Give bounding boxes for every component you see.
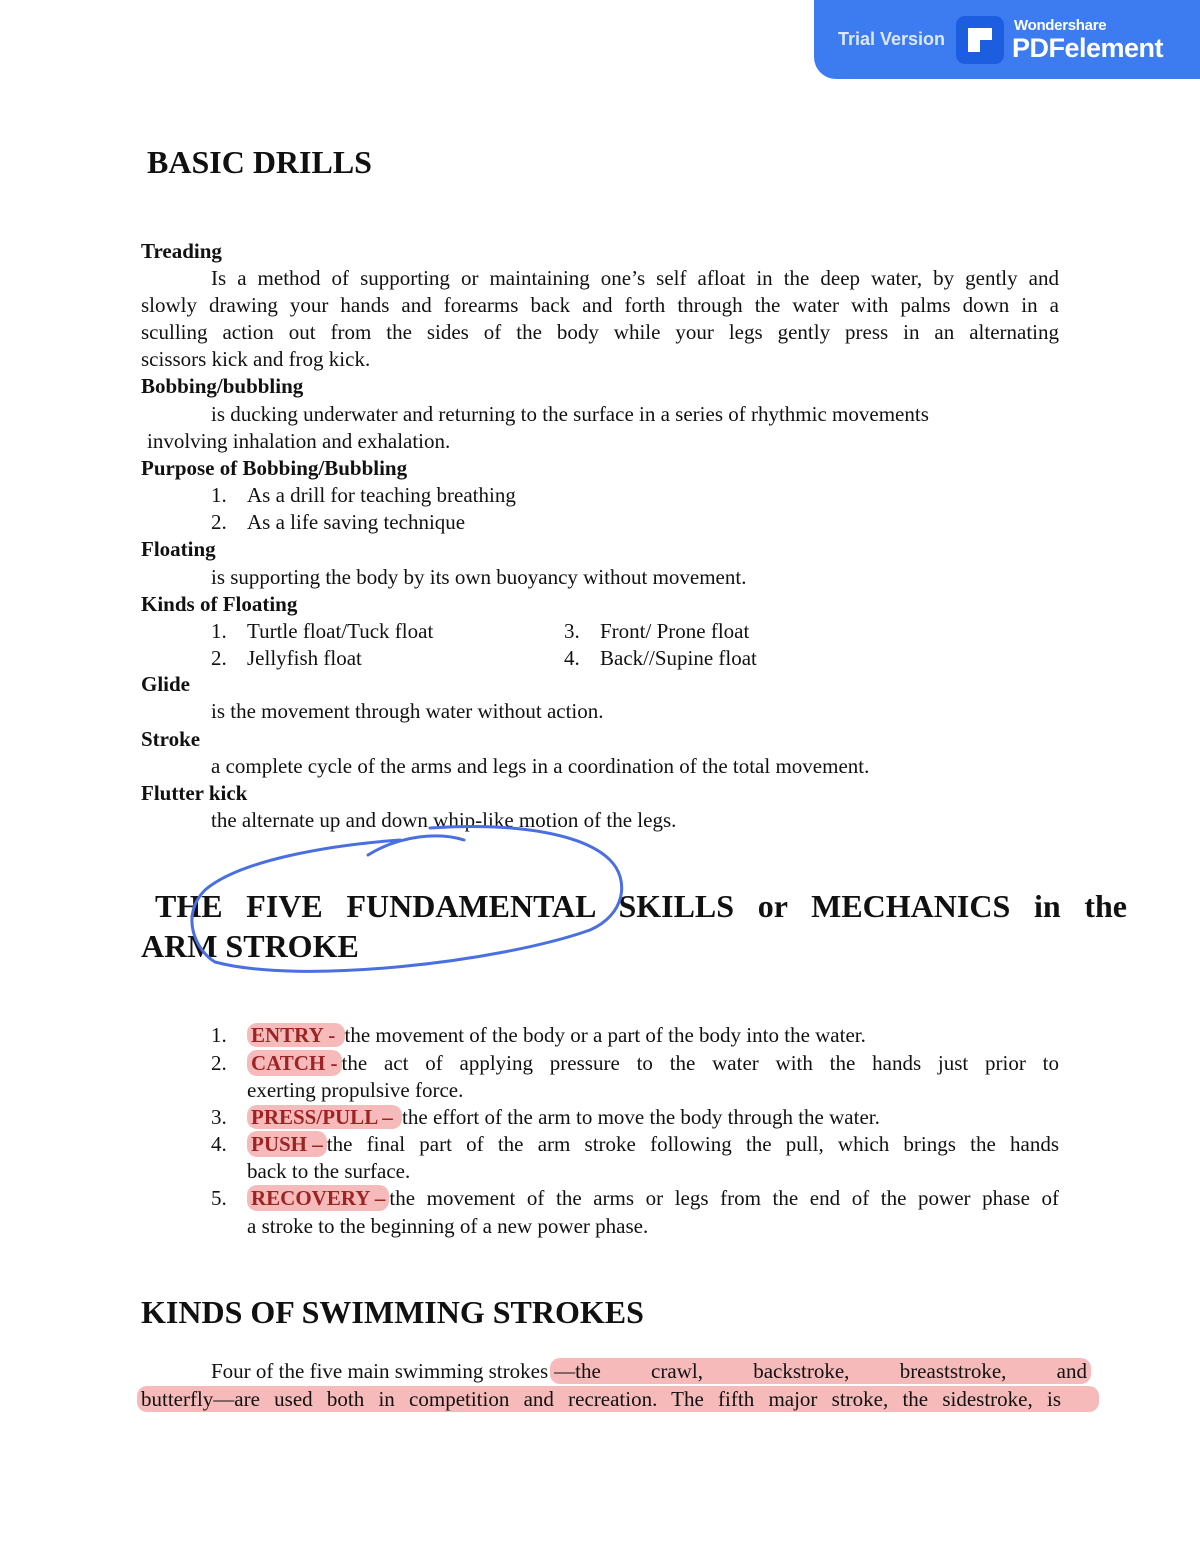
list-item: 3. Front/ Prone float <box>564 619 750 643</box>
list-item: 4. Back//Supine float <box>564 646 757 670</box>
heading-flutter-kick: Flutter kick <box>141 781 248 805</box>
heading-treading: Treading <box>141 239 222 263</box>
brand-name: PDFelement <box>1012 33 1164 63</box>
highlight-term: PUSH – <box>247 1131 327 1157</box>
list-item: 5. RECOVERY – the movement of the arms or legs from the end of the power phase of <box>211 1186 1059 1210</box>
list-item: 2. Jellyfish float <box>211 646 362 670</box>
heading-glide: Glide <box>141 672 191 696</box>
heading-purpose: Purpose of Bobbing/Bubbling <box>141 456 408 480</box>
treading-line-4: scissors kick and frog kick. <box>141 347 371 371</box>
heading-bobbing: Bobbing/bubbling <box>141 374 304 398</box>
highlight-strokes-list: —the crawl, backstroke, breaststroke, and <box>550 1358 1091 1384</box>
list-item-continuation: a stroke to the beginning of a new power phase. <box>247 1214 649 1238</box>
glide-line-1: is the movement through water without action. <box>211 699 604 723</box>
heading-kinds-floating: Kinds of Floating <box>141 592 298 616</box>
list-item: 2. CATCH - the act of applying pressure to the water with the hands just prior to <box>211 1051 1059 1075</box>
bobbing-line-2: involving inhalation and exhalation. <box>147 429 451 453</box>
title-basic-drills: BASIC DRILLS <box>147 144 372 180</box>
pdfelement-logo-icon <box>956 16 1004 64</box>
heading-stroke: Stroke <box>141 727 201 751</box>
list-item: 1. Turtle float/Tuck float <box>211 619 434 643</box>
list-item: 1. As a drill for teaching breathing <box>211 483 516 507</box>
highlight-term: PRESS/PULL – <box>247 1105 402 1129</box>
title-kinds-strokes: KINDS OF SWIMMING STROKES <box>141 1294 644 1330</box>
stroke-line-1: a complete cycle of the arms and legs in a coordination of the total movement. <box>211 754 870 778</box>
list-item: 3. PRESS/PULL – the effort of the arm to move the body through the water. <box>211 1105 880 1129</box>
heading-floating: Floating <box>141 537 216 561</box>
treading-line-1: Is a method of supporting or maintaining one’s self afloat in the deep water, by gently and <box>211 266 1059 290</box>
kinds-para-line-2: butterfly—are used both in competition and recreation. The fifth major stroke, the sidestroke, is <box>137 1386 1099 1412</box>
kinds-para-line-1: Four of the five main swimming strokes —the crawl, backstroke, breaststroke, and <box>211 1358 1091 1384</box>
brand-company: Wondershare <box>1014 17 1107 34</box>
flutter-line-1: the alternate up and down whip-like motion of the legs. <box>211 808 677 832</box>
treading-line-2: slowly drawing your hands and forearms back and forth through the water with palms down in a <box>141 293 1059 317</box>
bobbing-line-1: is ducking underwater and returning to the surface in a series of rhythmic movements <box>211 402 929 426</box>
highlight-term: ENTRY - <box>247 1023 345 1047</box>
highlight-term: CATCH - <box>247 1050 342 1076</box>
trial-watermark-badge <box>814 0 1200 79</box>
treading-line-3: sculling action out from the sides of the body while your legs gently press in an alternating <box>141 320 1059 344</box>
highlight-term: RECOVERY – <box>247 1185 389 1211</box>
list-item-continuation: exerting propulsive force. <box>247 1078 464 1102</box>
list-item: 2. As a life saving technique <box>211 510 466 534</box>
list-item-continuation: back to the surface. <box>247 1159 411 1183</box>
floating-line-1: is supporting the body by its own buoyancy without movement. <box>211 565 747 589</box>
title-five-skills-line-2: ARM STROKE <box>141 928 359 964</box>
list-item: 4. PUSH – the final part of the arm stroke following the pull, which brings the hands <box>211 1132 1059 1156</box>
list-item: 1. ENTRY - the movement of the body or a part of the body into the water. <box>211 1023 866 1047</box>
trial-version-label: Trial Version <box>838 29 946 49</box>
title-five-skills-line-1: THE FIVE FUNDAMENTAL SKILLS or MECHANICS in the <box>155 888 1127 924</box>
